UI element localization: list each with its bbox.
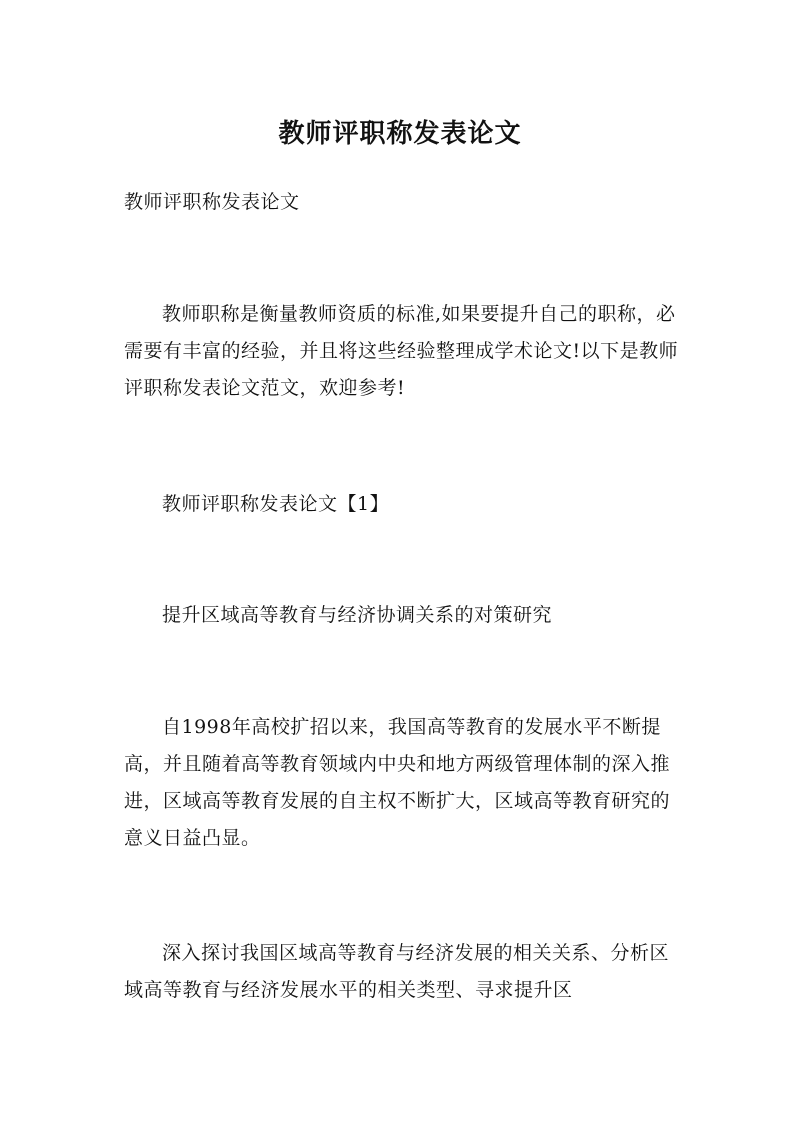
article-title: 提升区域高等教育与经济协调关系的对策研究 xyxy=(162,604,553,626)
body-paragraph: 自1998年高校扩招以来，我国高等教育的发展水平不断提高，并且随着高等教育领域内中央和地方两级管理体制的深入推进，区域高等教育发展的自主权不断扩大，区域高等教育研究的意义日益凸显。 xyxy=(124,716,671,849)
document-title: 教师评职称发表论文 xyxy=(278,119,522,150)
body-paragraph: 深入探讨我国区域高等教育与经济发展的相关关系、分析区域高等教育与经济发展水平的相关类型、寻求提升区 xyxy=(124,942,670,1001)
intro-paragraph: 教师职称是衡量教师资质的标准,如果要提升自己的职称，必需要有丰富的经验，并且将这些经验整理成学术论文!以下是教师评职称发表论文范文，欢迎参考! xyxy=(124,303,679,399)
subtitle-paragraph: 教师评职称发表论文 xyxy=(124,191,300,213)
section-heading: 教师评职称发表论文【1】 xyxy=(162,493,390,515)
